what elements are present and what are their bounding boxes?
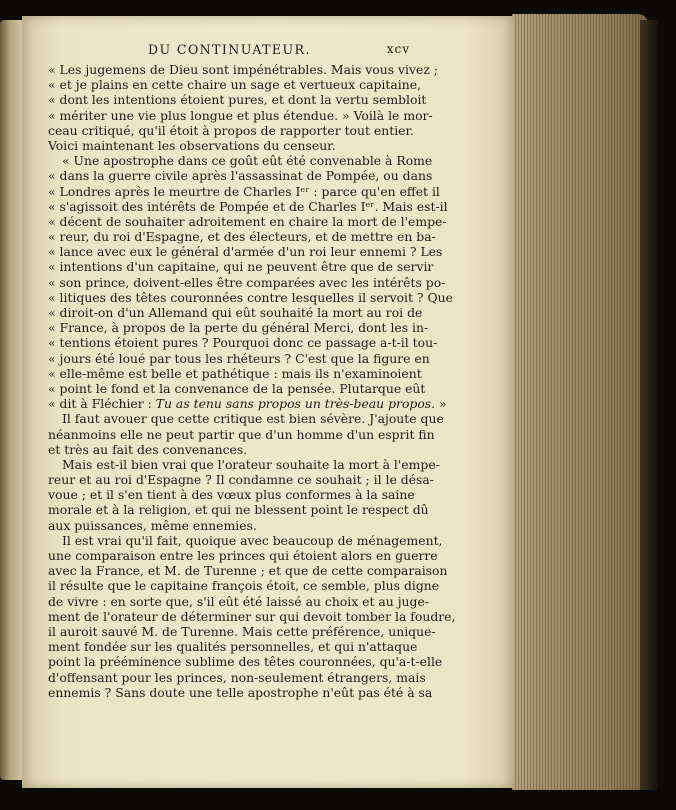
page-header — [48, 42, 410, 62]
text-line — [48, 350, 430, 366]
body-text — [48, 62, 456, 700]
text-line-content: « diroit-on d'un Allemand qui eût souhaité la mort au roi de — [48, 305, 423, 320]
text-line — [48, 183, 440, 199]
text-line — [48, 472, 434, 488]
text-line-content: « reur, du roi d'Espagne, et des électeurs, et de mettre en ba- — [48, 229, 436, 245]
text-line — [48, 274, 446, 290]
text-line — [48, 426, 435, 442]
text-line — [48, 92, 427, 108]
text-line-content: il auroit sauvé M. de Turenne. Mais cette préférence, unique- — [48, 623, 436, 639]
text-line-content: « elle-même est belle et pathétique : mais ils n'examinoient — [48, 365, 422, 381]
page-number: xcv — [386, 42, 410, 56]
page-text — [48, 42, 456, 700]
text-line-content: Voici maintenant les observations du censeur. — [48, 137, 336, 153]
text-line-content: ment fondée sur les qualités personnelles, et qui n'attaque — [48, 639, 418, 655]
text-line — [48, 213, 447, 229]
text-line — [48, 77, 421, 93]
text-line-content: et très au fait des convenances. — [48, 441, 248, 457]
text-line — [48, 229, 436, 245]
text-line-content: d'offensant pour les princes, non-seulement étrangers, mais — [48, 669, 426, 685]
text-line-content: « s'agissoit des intérêts de Pompée et de Charles Iᵉʳ. Mais est-il — [48, 198, 448, 214]
text-line-content: « Une apostrophe dans ce goût eût été convenable à Rome — [62, 153, 433, 169]
text-line-content: aux puissances, même ennemies. — [48, 517, 257, 533]
text-line-content: « mériter une vie plus longue et plus étendue. » Voilà le mor- — [48, 107, 433, 123]
text-line — [48, 487, 415, 503]
text-line — [48, 518, 410, 533]
text-line — [48, 62, 438, 77]
text-line-content: « lance avec eux le général d'armée d'un roi leur ennemi ? Les — [48, 244, 443, 260]
text-line — [48, 320, 429, 336]
text-line — [48, 684, 433, 700]
text-line — [48, 153, 433, 169]
text-line-content: Il est vrai qu'il fait, quoique avec beaucoup de ménagement, — [62, 532, 443, 548]
text-line-content: « et je plains en cette chaire un sage et vertueux capitaine, — [48, 77, 421, 93]
text-line-content: ment de l'orateur de déterminer sur qui devoit tomber la foudre, — [48, 608, 456, 624]
text-line — [48, 168, 433, 184]
text-line — [48, 442, 410, 457]
text-line — [48, 578, 440, 594]
text-line-content: « dont les intentions étoient pures, et dont la vertu sembloit — [48, 92, 427, 108]
text-line-content: « Londres après le meurtre de Charles Iᵉʳ : parce qu'en effet il — [48, 183, 440, 199]
text-line — [48, 669, 426, 685]
text-line — [48, 107, 433, 123]
text-line — [48, 456, 440, 472]
text-line-content: « litiques des têtes couronnées contre lesquelles il servoit ? Que — [48, 289, 453, 305]
text-line — [48, 122, 414, 138]
text-line-content: une comparaison entre les princes qui étoient alors en guerre — [48, 548, 438, 563]
text-line — [48, 639, 418, 655]
running-head: DU CONTINUATEUR. — [148, 42, 311, 57]
text-line-content: Mais est-il bien vrai que l'orateur souhaite la mort à l'empe- — [62, 456, 440, 472]
text-line — [48, 532, 443, 548]
text-line — [48, 380, 426, 396]
text-line — [48, 548, 438, 563]
text-line — [48, 305, 423, 320]
text-line — [48, 563, 448, 579]
text-line — [48, 396, 447, 412]
text-line — [48, 335, 438, 351]
text-line — [48, 502, 429, 518]
text-line — [48, 411, 444, 427]
text-line-content: « point le fond et la convenance de la pensée. Plutarque eût — [48, 380, 426, 396]
text-line — [48, 593, 429, 609]
text-line — [48, 608, 456, 624]
text-line-content: ennemis ? Sans doute une telle apostrophe n'eût pas été à sa — [48, 684, 433, 700]
text-line-content: néanmoins elle ne peut partir que d'un homme d'un esprit fin — [48, 426, 435, 442]
text-line — [48, 654, 443, 670]
text-line-content: « France, à propos de la perte du général Merci, dont les in- — [48, 320, 429, 336]
closing-quote: » — [435, 396, 447, 412]
text-line-content: « dit à Fléchier : — [48, 396, 156, 412]
text-line — [48, 138, 410, 153]
text-line-content: il résulte que le capitaine françois étoit, ce semble, plus digne — [48, 578, 440, 594]
text-line-content: point la prééminence sublime des têtes couronnées, qu'a-t-elle — [48, 654, 443, 670]
text-line — [48, 365, 422, 381]
text-line-content: « son prince, doivent-elles être comparées avec les intérêts po- — [48, 274, 446, 290]
text-line — [48, 198, 448, 214]
text-line-content: ceau critiqué, qu'il étoit à propos de rapporter tout entier. — [48, 122, 414, 138]
text-line-content: « jours été loué par tous les rhéteurs ? C'est que la figure en — [48, 350, 430, 366]
text-line-content: « tentions étoient pures ? Pourquoi donc ce passage a-t-il tou- — [48, 335, 438, 351]
book-fore-edge — [512, 14, 648, 790]
text-line-content: Il faut avouer que cette critique est bien sévère. J'ajoute que — [62, 411, 444, 427]
text-line-content: reur et au roi d'Espagne ? Il condamne ce souhait ; il le désa- — [48, 472, 434, 488]
text-line-content: « dans la guerre civile après l'assassinat de Pompée, ou dans — [48, 168, 433, 184]
text-line-content: « Les jugemens de Dieu sont impénétrables. Mais vous vivez ; — [48, 62, 438, 77]
text-line-content: voue ; et il s'en tient à des vœux plus conformes à la saine — [48, 487, 415, 503]
book-cover-edge — [640, 20, 658, 790]
italic-quote: Tu as tenu sans propos un très-beau propos. — [155, 396, 436, 412]
text-line-content: avec la France, et M. de Turenne ; et que de cette comparaison — [48, 563, 448, 579]
text-line — [48, 244, 443, 260]
text-line — [48, 289, 453, 305]
text-line — [48, 623, 436, 639]
text-line-content: « intentions d'un capitaine, qui ne peuvent être que de servir — [48, 259, 434, 275]
text-line-content: morale et à la religion, et qui ne blessent point le respect dû — [48, 502, 429, 518]
text-line-content: « décent de souhaiter adroitement en chaire la mort de l'empe- — [48, 213, 447, 229]
text-line — [48, 259, 434, 275]
text-line-content: de vivre : en sorte que, s'il eût été laissé au choix et au juge- — [48, 593, 429, 609]
